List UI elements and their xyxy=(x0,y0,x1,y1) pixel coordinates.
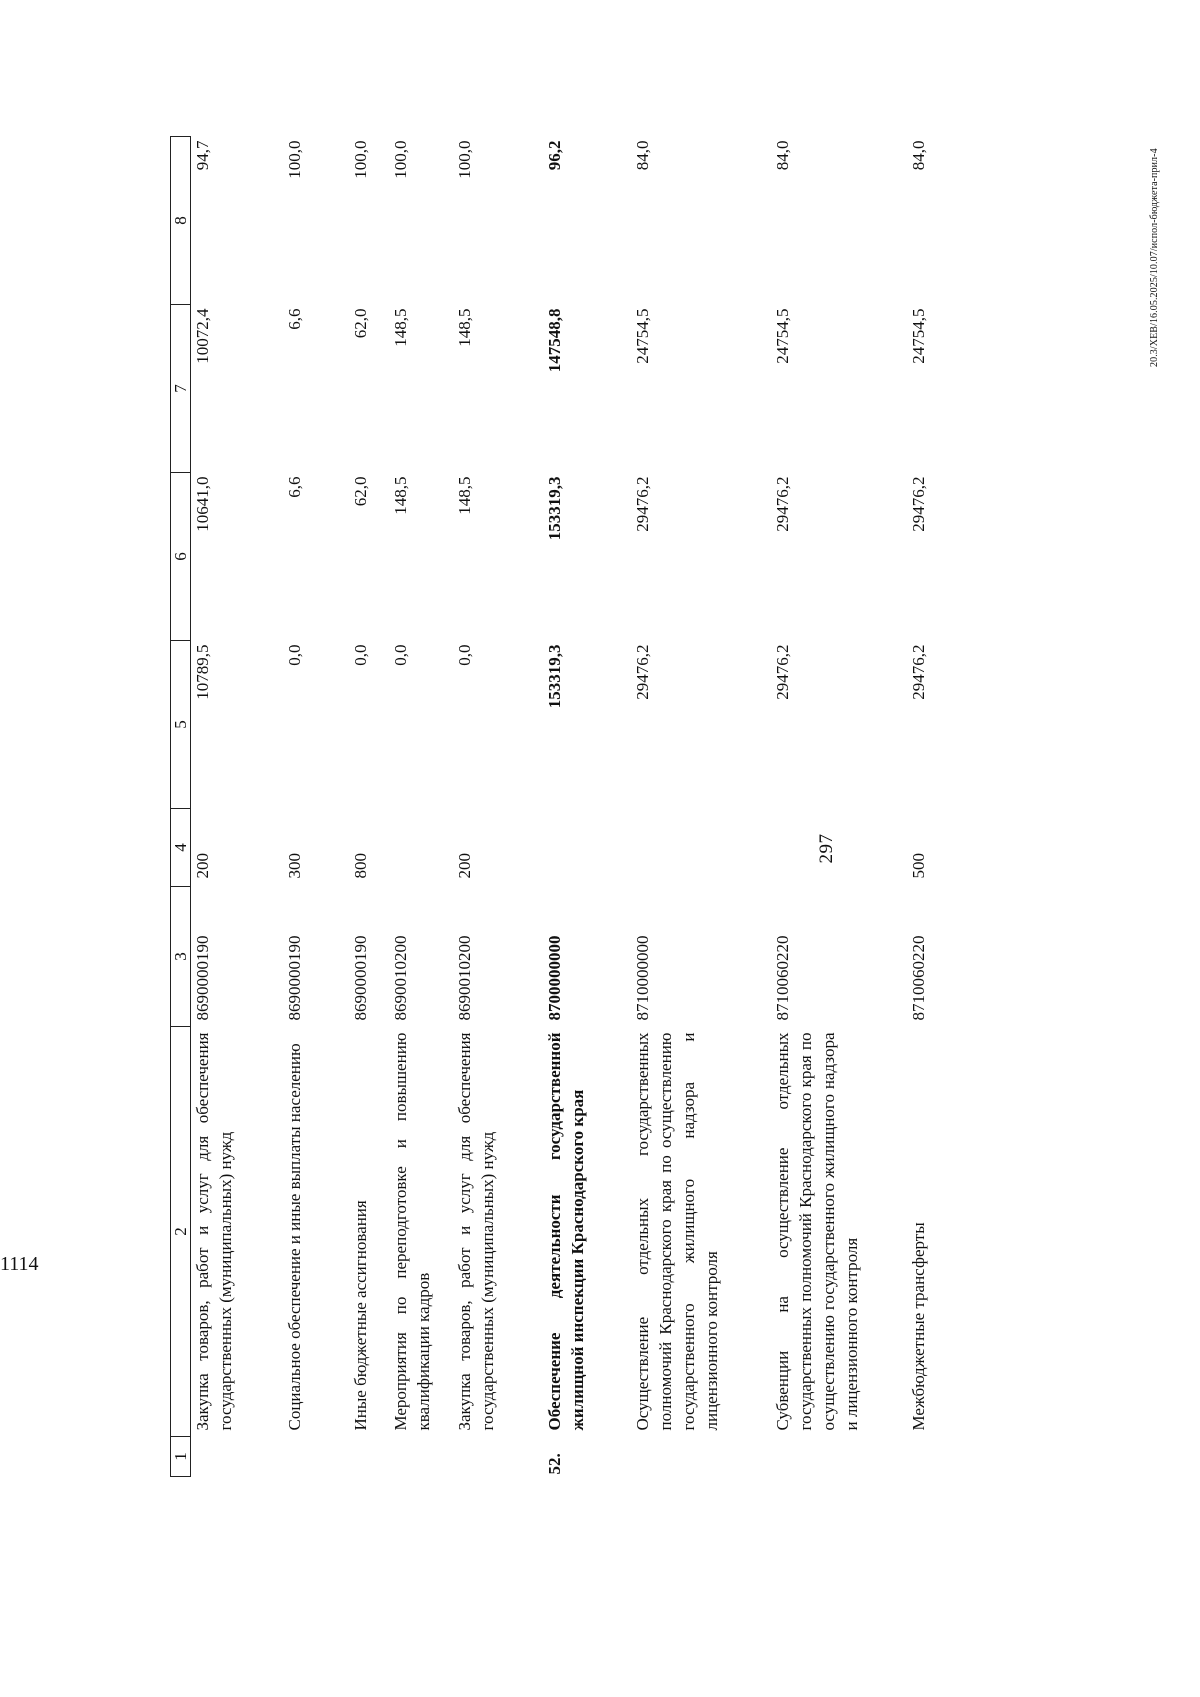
value-col5: 29476,2 xyxy=(909,644,928,700)
table-row xyxy=(345,137,385,1477)
row-number xyxy=(449,1437,539,1477)
value-col5: 10789,5 xyxy=(193,644,212,700)
document-code: 20.3/XEB/16.05.2025/10.07/испол-бюджета-прил-4 xyxy=(1149,148,1160,367)
row-name: Социальное обеспечение и иные выплаты населению xyxy=(285,1043,304,1431)
value-col8: 84,0 xyxy=(633,140,652,171)
value-col7: 148,5 xyxy=(391,308,410,347)
row-name: Субвенции на осуществление отдельных государственных полномочий Краснодарского края по осуществлению государственного жилищного надзора и лицензионного контроля xyxy=(773,1032,861,1431)
value-col7: 147548,8 xyxy=(545,308,564,373)
row-name: Межбюджетные трансферты xyxy=(909,1222,928,1431)
expense-type: 800 xyxy=(351,853,370,879)
row-name: Закупка товаров, работ и услуг для обеспечения государственных (муниципальных) нужд xyxy=(193,1032,235,1431)
value-col7: 24754,5 xyxy=(773,308,792,364)
value-col7: 62,0 xyxy=(351,308,370,339)
column-header: 7 xyxy=(171,305,191,473)
value-col6: 10641,0 xyxy=(193,476,212,532)
row-number xyxy=(627,1437,767,1477)
target-code: 8700000000 xyxy=(545,935,564,1021)
expense-type xyxy=(385,809,449,887)
value-col6: 29476,2 xyxy=(633,476,652,532)
table-body xyxy=(191,137,958,1477)
value-col5: 29476,2 xyxy=(773,644,792,700)
expense-type xyxy=(627,809,767,887)
target-code: 8690000190 xyxy=(285,935,304,1021)
row-name: Осуществление отдельных государственных полномочий Краснодарского края по осуществлению государственного жилищного надзора и лицензионного контроля xyxy=(633,1032,721,1431)
value-col8: 100,0 xyxy=(285,140,304,179)
value-col6: 153319,3 xyxy=(545,476,564,541)
value-col6: 29476,2 xyxy=(909,476,928,532)
table-row xyxy=(767,137,903,1477)
value-col8: 94,7 xyxy=(193,140,212,171)
expense-type: 200 xyxy=(193,853,212,879)
target-code: 8690000190 xyxy=(351,935,370,1021)
table-row xyxy=(279,137,345,1477)
value-col5: 0,0 xyxy=(285,644,304,666)
table-header-row xyxy=(171,137,191,1477)
column-header: 2 xyxy=(171,1027,191,1437)
row-number xyxy=(903,1437,957,1477)
expense-type: 500 xyxy=(909,853,928,879)
sheet-number: 1114 xyxy=(0,1253,39,1275)
value-col7: 148,5 xyxy=(455,308,474,347)
target-code: 8710060220 xyxy=(773,935,792,1021)
row-name: Обеспечение деятельности государственной жилищной инспекции Краснодарского края xyxy=(545,1032,587,1431)
value-col7: 24754,5 xyxy=(633,308,652,364)
value-col7: 24754,5 xyxy=(909,308,928,364)
column-header: 5 xyxy=(171,641,191,809)
value-col8: 100,0 xyxy=(351,140,370,179)
table-row xyxy=(539,137,627,1477)
target-code: 8690000190 xyxy=(193,935,212,1021)
row-number xyxy=(767,1437,903,1477)
value-col5: 0,0 xyxy=(351,644,370,666)
value-col7: 10072,4 xyxy=(193,308,212,364)
value-col5: 153319,3 xyxy=(545,644,564,709)
table-row xyxy=(903,137,957,1477)
row-name: Закупка товаров, работ и услуг для обеспечения государственных (муниципальных) нужд xyxy=(455,1032,497,1431)
expense-type: 200 xyxy=(455,853,474,879)
value-col8: 100,0 xyxy=(455,140,474,179)
row-number xyxy=(191,1437,280,1477)
value-col5: 0,0 xyxy=(391,644,410,666)
column-header: 6 xyxy=(171,473,191,641)
value-col7: 6,6 xyxy=(285,308,304,330)
row-name: Иные бюджетные ассигнования xyxy=(351,1200,370,1431)
row-number xyxy=(345,1437,385,1477)
value-col5: 0,0 xyxy=(455,644,474,666)
target-code: 8690010200 xyxy=(391,935,410,1021)
row-name: Мероприятия по переподготовке и повышению квалификации кадров xyxy=(391,1032,433,1431)
table-row xyxy=(449,137,539,1477)
value-col8: 96,2 xyxy=(545,140,564,171)
column-header: 3 xyxy=(171,887,191,1027)
table-row xyxy=(191,137,280,1477)
value-col8: 84,0 xyxy=(773,140,792,171)
table-row xyxy=(385,137,449,1477)
expense-type xyxy=(767,809,903,887)
row-number xyxy=(279,1437,345,1477)
value-col5: 29476,2 xyxy=(633,644,652,700)
column-header: 4 xyxy=(171,809,191,887)
row-number xyxy=(385,1437,449,1477)
column-header: 1 xyxy=(171,1437,191,1477)
target-code: 8690010200 xyxy=(455,935,474,1021)
table-row xyxy=(627,137,767,1477)
row-number: 52. xyxy=(545,1453,564,1475)
value-col8: 100,0 xyxy=(391,140,410,179)
target-code: 8710000000 xyxy=(633,935,652,1021)
value-col6: 29476,2 xyxy=(773,476,792,532)
budget-table xyxy=(170,136,957,1477)
expense-type xyxy=(539,809,627,887)
expense-type: 300 xyxy=(285,853,304,879)
page-number: 297 xyxy=(816,833,837,864)
value-col8: 84,0 xyxy=(909,140,928,171)
column-header: 8 xyxy=(171,137,191,305)
value-col6: 62,0 xyxy=(351,476,370,507)
value-col6: 6,6 xyxy=(285,476,304,498)
value-col6: 148,5 xyxy=(391,476,410,515)
target-code: 8710060220 xyxy=(909,935,928,1021)
value-col6: 148,5 xyxy=(455,476,474,515)
